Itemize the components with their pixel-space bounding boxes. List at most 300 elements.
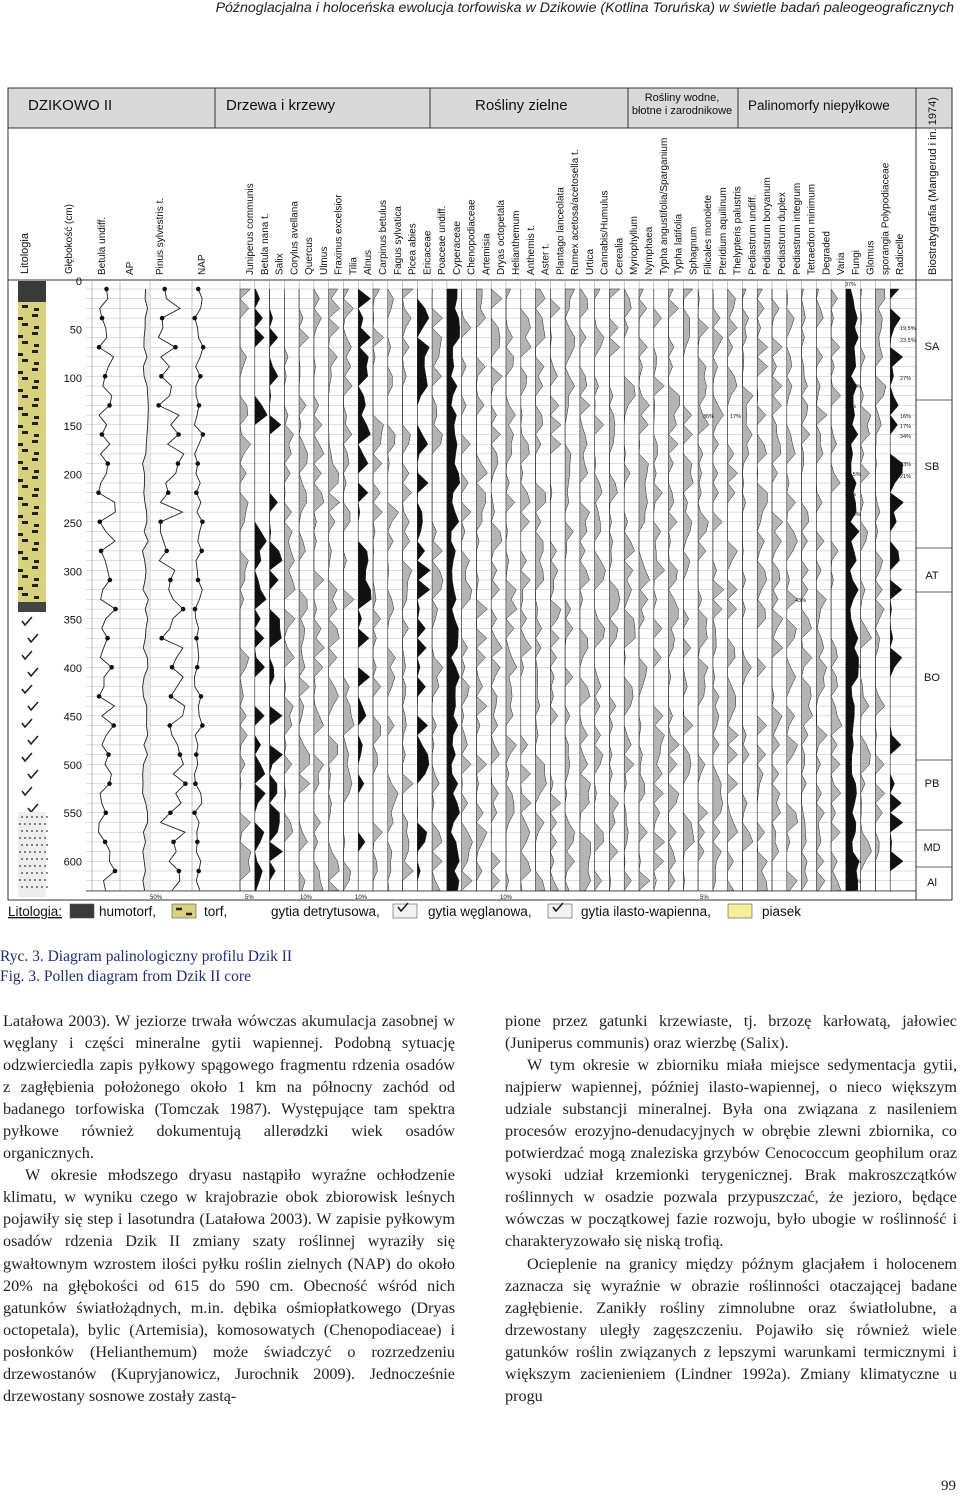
curve-dot <box>178 752 183 757</box>
curve-dot <box>200 723 205 728</box>
lithology-torf-mark <box>32 386 38 389</box>
taxon-label: Degraded <box>821 231 833 275</box>
lithology-dot <box>31 858 33 860</box>
taxon-label: Rumex acetosa/acetosella t. <box>570 149 582 275</box>
percent-annotation: 32% <box>845 492 857 498</box>
lithology-torf-mark <box>32 494 38 497</box>
lithology-dot <box>19 879 21 881</box>
lithology-torf-mark <box>32 404 38 407</box>
curve-dot <box>196 578 201 583</box>
lithology-dot <box>36 844 38 846</box>
curve-dot <box>97 345 102 350</box>
curve-dot <box>109 665 114 670</box>
legend-swatch <box>728 904 752 918</box>
taxon-label: Pediastrum undiff. <box>747 194 759 275</box>
scale-label: 10% <box>500 895 513 901</box>
curve-dot <box>97 694 102 699</box>
legend-item-label: gytia ilasto-wapienna, <box>581 904 711 919</box>
taxon-label: Artemisia <box>481 233 493 275</box>
percent-annotation: 25% <box>845 404 857 410</box>
taxon-label: Filicales monolete <box>703 194 715 275</box>
curve-dot <box>111 723 116 728</box>
percent-annotation: 19,5% <box>845 512 861 518</box>
legend-item-label: humotorf, <box>99 904 157 919</box>
curve-dot <box>99 549 104 554</box>
paragraph: W tym okresie w zbiorniku miała miejsce sedymentacja gytii, najpierw wapiennej, później ilasto-wapiennej, o nieco większym udziale substancji mineralnej. Była ona związana z nasileniem procesów erozyjno-denudacyjnych w obrębie zlewni zbiornika, co potwierdzać mogą znaleziska grzybów Cenococcum geophilum oraz wysoki udział krzemionki terygenicznej. Brak makroszczątków roślinnych w osadzie pozwala przypuszczać, że jezioro, będące wówczas w początkowej fazie rozwoju, było ubogie w roślinność i charakteryzowało się niską trofią. <box>505 1056 957 1251</box>
legend-swatch <box>172 904 196 918</box>
lithology-torf-mark <box>22 503 28 506</box>
depth-tick-label: 200 <box>63 469 82 482</box>
lithology-dot <box>39 823 41 825</box>
taxon-label: Radicelle <box>895 233 907 275</box>
lithology-torf-mark <box>18 551 23 554</box>
lithology-dot <box>26 830 28 832</box>
lithology-dot <box>46 872 48 874</box>
lithology-label: Litologia <box>19 233 31 274</box>
percent-annotation: 27% <box>900 376 912 382</box>
curve-dot <box>196 287 201 292</box>
lithology-dot <box>31 830 33 832</box>
curve-dot <box>197 403 202 408</box>
taxon-label: Glomus <box>865 240 877 275</box>
lithology-torf-mark <box>34 524 39 527</box>
text-column-right <box>505 1010 957 1407</box>
lithology-torf-mark <box>32 458 38 461</box>
percent-annotation: 16% <box>900 414 912 420</box>
paragraph: Ocieplenie na granicy między późnym glacjałem i holocenem zaznacza się wyraźnie w obrazie roślinności otaczającej badane zagłębienie. Zanikły rośliny zimnolubne oraz światłolubne, a drzewostany uległy zagęszczeniu. Pojawiło się również wiele gatunków roślin związanych z lepszymi warunkami termicznymi i większym zacienieniem (Lindner 1992a). Zmiany klimatyczne u progu <box>505 1254 957 1405</box>
curve-dot <box>107 403 112 408</box>
percent-annotation: 17% <box>730 414 742 420</box>
lithology-dot <box>34 865 36 867</box>
lithology-dot <box>44 865 46 867</box>
biostrat-label: Biostratygrafia (Mangerud i in. 1974) <box>927 97 939 275</box>
taxon-label: Myriophyllum <box>629 216 641 275</box>
pollen-diagram <box>0 80 960 920</box>
curve-dot <box>193 781 198 786</box>
curve-dot <box>169 694 174 699</box>
taxon-label: Cannabis/Humulus <box>599 190 611 275</box>
taxon-label: Corylus avellana <box>289 201 301 275</box>
taxon-label: Pinus sylvestris t. <box>155 197 166 275</box>
lithology-torf-mark <box>18 389 23 392</box>
lithology-dot <box>21 816 23 818</box>
lithology-dot <box>31 886 33 888</box>
percent-annotation: 37,5% <box>845 879 861 885</box>
lithology-torf-mark <box>32 512 38 515</box>
group-label: błotne i zarodnikowe <box>631 105 733 117</box>
lithology-humotorf <box>18 281 46 302</box>
lithology-torf-mark <box>34 506 39 509</box>
curve-dot <box>106 752 111 757</box>
percent-annotation: 17% <box>900 424 912 430</box>
legend-swatch <box>70 904 94 918</box>
group-label: Rośliny zielne <box>475 97 568 114</box>
lithology-dot <box>24 865 26 867</box>
lithology-torf-mark <box>32 350 38 353</box>
taxon-label: Cerealia <box>614 237 626 275</box>
depth-label: Głębokość (cm) <box>64 203 75 274</box>
curve-dot <box>164 549 169 554</box>
depth-tick-label: 300 <box>63 566 82 579</box>
curve-dot <box>195 461 200 466</box>
taxon-label: Typha angustifolia/Sparganium <box>658 137 670 275</box>
lithology-dot <box>39 879 41 881</box>
scale-label: 10% <box>355 895 368 901</box>
lithology-dot <box>34 837 36 839</box>
depth-tick-label: 100 <box>63 372 82 385</box>
percent-annotation: 23% <box>845 326 857 332</box>
taxon-label: Poaceae undiff. <box>437 205 449 275</box>
lithology-dot <box>44 837 46 839</box>
curve-dot <box>113 607 118 612</box>
lithology-torf-mark <box>22 521 28 524</box>
lithology-dot <box>19 865 21 867</box>
percent-annotation: 21% <box>900 474 912 480</box>
legend-title: Litologia: <box>8 904 63 919</box>
curve-dot <box>168 578 173 583</box>
lithology-torf-mark <box>22 593 28 596</box>
lithology-dot <box>41 872 43 874</box>
curve-dot <box>100 316 105 321</box>
curve-dot <box>100 432 105 437</box>
lithology-torf-mark <box>32 440 38 443</box>
lithology-dot <box>41 844 43 846</box>
depth-tick-label: 50 <box>69 324 82 337</box>
lithology-dot <box>46 858 48 860</box>
lithology-dot <box>41 858 43 860</box>
lithology-dot <box>31 844 33 846</box>
curve-dot <box>103 374 108 379</box>
lithology-dot <box>21 844 23 846</box>
lithology-torf-mark <box>34 362 39 365</box>
lithology-torf-mark <box>18 461 23 464</box>
percent-annotation: 18% <box>845 869 857 875</box>
taxon-label: Nymphaea <box>644 226 655 275</box>
lithology-dot <box>26 872 28 874</box>
lithology-dot <box>26 886 28 888</box>
lithology-torf-mark <box>34 326 39 329</box>
lithology-torf-mark <box>22 323 28 326</box>
zone-label: MD <box>923 842 941 854</box>
zone-label: PB <box>924 778 940 790</box>
taxon-label: Fungi <box>850 249 862 275</box>
taxon-label: Betula undiff. <box>97 216 108 275</box>
taxon-label: Anthemis t. <box>525 224 537 275</box>
curve-dot <box>177 869 182 874</box>
lithology-torf-mark <box>34 596 39 599</box>
paragraph: pione przez gatunki krzewiaste, tj. brzozę karłowatą, jałowiec (Juniperus communis) oraz wierzbę (Salix). <box>505 1012 957 1053</box>
lithology-torf-mark <box>32 584 38 587</box>
taxon-label: sporangia Polypodiaceae <box>880 162 892 275</box>
group-label: Palinomorfy niepyłkowe <box>748 98 890 113</box>
lithology-dot <box>31 872 33 874</box>
text-column-left <box>3 1010 455 1407</box>
curve-dot <box>201 432 206 437</box>
curve-dot <box>156 403 161 408</box>
curve-dot <box>97 520 102 525</box>
lithology-torf-mark <box>34 434 39 437</box>
zone-label: Al <box>927 877 937 889</box>
percent-annotation: 33,5% <box>845 472 861 478</box>
group-label: Drzewa i krzewy <box>226 97 336 114</box>
taxon-label: Cyperaceae <box>451 221 463 275</box>
curve-dot <box>181 607 186 612</box>
taxon-label: Pediastrum boryanum <box>762 177 774 275</box>
lithology-torf-mark <box>18 317 23 320</box>
lithology-dot <box>29 851 31 853</box>
caption-english: Fig. 3. Pollen diagram from Dzik II core <box>0 968 251 985</box>
lithology-dot <box>21 872 23 874</box>
taxon-label: Carpinus betulus <box>378 199 389 275</box>
lithology-torf-mark <box>32 476 38 479</box>
zone-label: SB <box>924 461 940 473</box>
curve-dot <box>173 345 178 350</box>
lithology-dot <box>26 858 28 860</box>
lithology-torf-mark <box>34 452 39 455</box>
lithology-torf-mark <box>34 398 39 401</box>
scale-label: 5% <box>700 895 709 901</box>
curve-dot <box>105 636 110 641</box>
curve-dot <box>195 840 200 845</box>
depth-tick-label: 150 <box>63 421 82 434</box>
zone-label: SA <box>924 341 940 353</box>
curve-dot <box>201 345 206 350</box>
curve-dot <box>176 461 181 466</box>
page-number: 99 <box>941 1478 956 1494</box>
depth-tick-label: 600 <box>63 856 82 869</box>
scale-label: 50% <box>150 895 163 901</box>
curve-dot <box>158 520 163 525</box>
lithology-dot <box>46 816 48 818</box>
taxon-label: Alnus <box>363 249 375 275</box>
curve-dot <box>192 811 197 816</box>
lithology-torf-mark <box>34 308 39 311</box>
lithology-dot <box>41 886 43 888</box>
lithology-torf-mark <box>18 497 23 500</box>
lithology-dot <box>36 830 38 832</box>
lithology-dot <box>31 816 33 818</box>
lithology-torf-mark <box>34 578 39 581</box>
paragraph: Latałowa 2003). W jeziorze trwała wówczas akumulacja zasobnej w węglany i części mineralne gytii wapiennej. Podobną sytuację odzwierciedla zapis pyłkowy spągowego fragmentu rdzenia osadów z zagłębienia położonego około 1 km na północny zachód od badanego torfowiska (Tomczak 1987). Występujące tam spektra pyłkowe również dokumentują allerødzki wiek osadów organicznych. <box>3 1012 455 1163</box>
lithology-dot <box>24 879 26 881</box>
curve-dot <box>167 723 172 728</box>
lithology-dot <box>36 872 38 874</box>
curve-dot <box>113 869 118 874</box>
curve-dot <box>162 287 167 292</box>
curve-dot <box>107 781 112 786</box>
paragraph: W okresie młodszego dryasu nastąpiło wyraźne ochłodzenie klimatu, w wyniku czego w krajobrazie obok zbiorowisk leśnych pojawiły się step i lasotundra (Latałowa 2003). W zapisie pyłkowym osadów rdzenia Dzik II zmiany szaty roślinnej wyraziły się gwałtownym wzrostem ilości pyłku roślin zielnych (NAP) do około 20% na głębokości od 615 do 590 cm. Obecność wśród nich gatunków światłożądnych, m.in. dębika ośmiopłatkowego (Dryas octopetala), bylic (Artemisia), komosowatych (Chenopodiaceae) i posłonków (Helianthemum) może świadczyć o rozrzedzeniu drzewostanów (Kupryjanowicz, Jurochnik 2009). Jednocześnie drzewostany sosnowe zostały zastą- <box>3 1166 455 1405</box>
lithology-torf-mark <box>22 485 28 488</box>
legend-item-label: gytia detrytusowa, <box>271 904 380 919</box>
legend-item-label: piasek <box>762 904 802 919</box>
percent-annotation: 34% <box>900 434 912 440</box>
lithology-gytia-detrytusowa <box>18 602 46 612</box>
curve-dot <box>192 316 197 321</box>
percent-annotation: 18,5% <box>845 384 861 390</box>
lithology-torf-mark <box>22 413 28 416</box>
lithology-torf-mark <box>34 542 39 545</box>
percent-annotation: 37% <box>845 282 857 288</box>
percent-annotation: 30,5% <box>845 859 861 865</box>
lithology-dot <box>46 830 48 832</box>
percent-annotation: 43% <box>795 598 807 604</box>
lithology-torf-mark <box>22 467 28 470</box>
percent-annotation: 23,5% <box>900 338 916 344</box>
group-label: Rośliny wodne, <box>644 92 720 104</box>
lithology-dot <box>29 865 31 867</box>
legend-item-label: gytia węglanowa, <box>428 904 532 919</box>
lithology-torf-mark <box>32 368 38 371</box>
depth-tick-label: 450 <box>63 711 82 724</box>
percent-annotation: 24% <box>845 482 857 488</box>
curve-dot <box>108 578 113 583</box>
lithology-torf-mark <box>18 479 23 482</box>
taxon-label: Chenopodiaceae <box>466 199 478 275</box>
percent-annotation: 36% <box>703 414 715 420</box>
lithology-dot <box>34 851 36 853</box>
lithology-dot <box>39 851 41 853</box>
lithology-torf-mark <box>22 449 28 452</box>
lithology-dot <box>46 844 48 846</box>
depth-tick-label: 550 <box>63 808 82 821</box>
curve-dot <box>194 490 199 495</box>
curve-dot <box>199 694 204 699</box>
lithology-dot <box>21 886 23 888</box>
pollen-diagram-figure <box>0 80 960 920</box>
lithology-torf-mark <box>34 416 39 419</box>
lithology-dot <box>46 886 48 888</box>
lithology-dot <box>19 823 21 825</box>
taxon-label: Tilia <box>348 257 360 275</box>
taxon-label: Varia <box>836 252 848 275</box>
taxon-label: Betula nana t. <box>259 213 271 275</box>
percent-annotation: 23% <box>900 462 912 468</box>
taxon-label: Picea abies <box>407 223 419 275</box>
lithology-torf-mark <box>18 335 23 338</box>
percent-annotation: 26,5% <box>845 664 861 670</box>
lithology-torf-mark <box>34 560 39 563</box>
curve-dot <box>166 490 171 495</box>
depth-tick-label: 0 <box>75 276 82 288</box>
lithology-torf-mark <box>18 515 23 518</box>
curve-dot <box>103 840 108 845</box>
curve-dot <box>168 811 173 816</box>
lithology-torf-mark <box>34 470 39 473</box>
lithology-torf-mark <box>22 395 28 398</box>
lithology-dot <box>24 837 26 839</box>
lithology-torf-mark <box>34 488 39 491</box>
lithology-dot <box>36 886 38 888</box>
taxon-label: Salix <box>274 253 286 275</box>
depth-tick-label: 500 <box>63 759 82 772</box>
lithology-dot <box>36 858 38 860</box>
lithology-dot <box>29 837 31 839</box>
lithology-dot <box>21 830 23 832</box>
lithology-torf-mark <box>18 533 23 536</box>
lithology-torf-mark <box>22 341 28 344</box>
lithology-torf-mark <box>22 557 28 560</box>
taxon-label: Pediastrum duplex <box>777 192 788 275</box>
taxon-label: Dryas octopetala <box>496 199 508 275</box>
curve-dot <box>170 665 175 670</box>
lithology-torf-mark <box>32 332 38 335</box>
lithology-dot <box>19 851 21 853</box>
lithology-torf-mark <box>22 575 28 578</box>
curve-dot <box>103 811 108 816</box>
lithology-dot <box>21 858 23 860</box>
taxon-label: Ulmus <box>318 246 330 275</box>
curve-dot <box>194 752 199 757</box>
lithology-torf-mark <box>32 548 38 551</box>
taxon-label: Quercus <box>304 237 316 275</box>
lithology-dot <box>29 879 31 881</box>
site-name: DZIKOWO II <box>28 97 113 114</box>
taxon-label: Fagus sylvatica <box>392 206 404 275</box>
curve-dot <box>183 781 188 786</box>
taxon-label: Pediastrum integrum <box>791 182 803 275</box>
lithology-torf-mark <box>18 371 23 374</box>
running-head: Późnoglacjalna i holoceńska ewolucja torfowiska w Dzikowie (Kotlina Toruńska) w świetle badań paleogeograficznych <box>215 0 954 16</box>
curve-dot <box>159 374 164 379</box>
taxon-label: Helianthemum <box>511 210 522 275</box>
curve-dot <box>176 432 181 437</box>
lithology-dot <box>24 823 26 825</box>
lithology-torf-mark <box>18 353 23 356</box>
curve-dot <box>195 665 200 670</box>
curve-dot <box>160 316 165 321</box>
scale-label: 10% <box>300 895 313 901</box>
depth-tick-label: 250 <box>63 517 82 530</box>
taxon-label: Fraxinus excelsior <box>333 194 345 275</box>
taxon-label: Aster t. <box>540 243 552 275</box>
caption-polish: Ryc. 3. Diagram palinologiczny profilu Dzik II <box>0 948 293 965</box>
lithology-dot <box>34 879 36 881</box>
curve-dot <box>200 520 205 525</box>
zone-label: BO <box>924 672 940 684</box>
curve-dot <box>96 490 101 495</box>
scale-label: 5% <box>245 895 254 901</box>
lithology-dot <box>44 851 46 853</box>
lithology-torf-mark <box>32 422 38 425</box>
lithology-torf-mark <box>32 530 38 533</box>
curve-dot <box>196 869 201 874</box>
curve-dot <box>198 374 203 379</box>
curve-dot <box>193 607 198 612</box>
taxon-label: Tetraedron minimum <box>806 183 818 275</box>
curve-dot <box>105 461 110 466</box>
lithology-torf-mark <box>22 359 28 362</box>
figure-caption <box>0 947 292 987</box>
lithology-torf-mark <box>22 539 28 542</box>
lithology-torf-mark <box>22 305 28 308</box>
taxon-label: AP <box>125 261 136 275</box>
lithology-dot <box>44 823 46 825</box>
depth-tick-label: 350 <box>63 614 82 627</box>
legend-item-label: torf, <box>204 904 228 919</box>
lithology-torf-mark <box>32 566 38 569</box>
taxon-label: Pteridium aquilinum <box>717 187 729 275</box>
taxon-label: NAP <box>197 254 208 275</box>
lithology-dot <box>39 837 41 839</box>
lithology-torf-mark <box>18 425 23 428</box>
lithology-gytia-ilasto-wapienna <box>18 812 46 897</box>
percent-annotation: 19,5% <box>900 326 916 332</box>
curve-dot <box>104 287 109 292</box>
lithology-dot <box>36 816 38 818</box>
lithology-torf-mark <box>18 443 23 446</box>
lithology-dot <box>26 844 28 846</box>
lithology-dot <box>24 851 26 853</box>
